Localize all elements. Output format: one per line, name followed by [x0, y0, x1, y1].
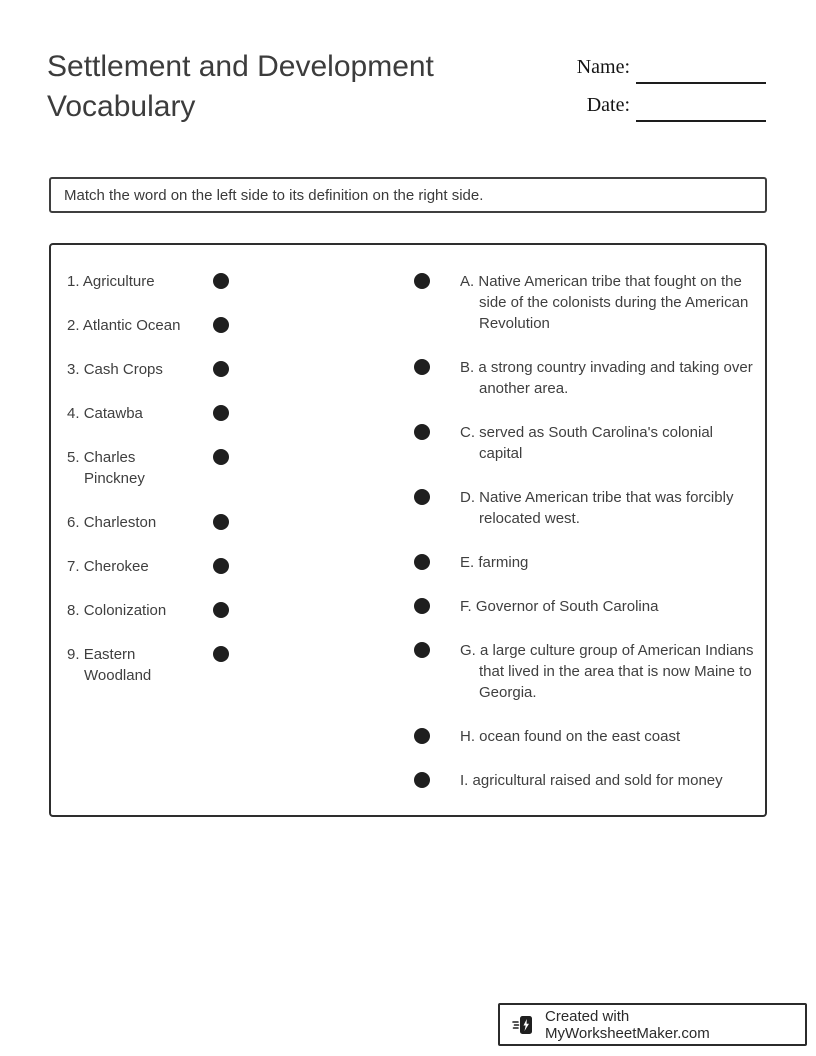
word-item-7 — [67, 556, 297, 577]
definition-item-c — [414, 422, 744, 464]
date-row — [500, 90, 766, 117]
word-item-1 — [67, 271, 297, 292]
word-label: 3. Cash Crops — [67, 361, 163, 378]
name-date-block — [500, 52, 766, 128]
definition-dot-b[interactable] — [414, 359, 430, 375]
word-dot-4[interactable] — [213, 405, 229, 421]
date-label: Date: — [586, 94, 630, 116]
definition-label: I. agricultural raised and sold for money — [460, 772, 723, 789]
word-label: 4. Catawba — [67, 405, 143, 422]
word-dot-8[interactable] — [213, 602, 229, 618]
word-item-9 — [67, 644, 297, 686]
word-label: 6. Charleston — [67, 514, 157, 531]
name-row — [500, 52, 766, 79]
definition-item-e — [414, 552, 744, 573]
definition-item-g — [414, 640, 754, 703]
word-label: 2. Atlantic Ocean — [67, 317, 181, 334]
definition-label: C. served as South Carolina's colonial capital — [460, 424, 713, 462]
definition-label: F. Governor of South Carolina — [460, 598, 659, 615]
definition-dot-d[interactable] — [414, 489, 430, 505]
definition-dot-a[interactable] — [414, 273, 430, 289]
instructions-text: Match the word on the left side to its definition on the right side. — [64, 186, 484, 204]
word-dot-5[interactable] — [213, 449, 229, 465]
credit-text: Created with MyWorksheetMaker.com — [545, 1007, 710, 1042]
definition-label: H. ocean found on the east coast — [460, 728, 681, 745]
word-item-4 — [67, 403, 297, 424]
definition-dot-g[interactable] — [414, 642, 430, 658]
definition-item-a — [414, 271, 749, 334]
definition-dot-c[interactable] — [414, 424, 430, 440]
definition-item-d — [414, 487, 744, 529]
name-blank-line — [636, 82, 766, 84]
definition-item-h — [414, 726, 744, 747]
word-dot-1[interactable] — [213, 273, 229, 289]
page-title: Settlement and Development Vocabulary — [47, 50, 434, 123]
word-label: 8. Colonization — [67, 602, 167, 619]
word-label: 5. Charles Pinckney — [67, 449, 145, 487]
definition-item-f — [414, 596, 744, 617]
definition-dot-f[interactable] — [414, 598, 430, 614]
word-label: 7. Cherokee — [67, 558, 149, 575]
definition-dot-i[interactable] — [414, 772, 430, 788]
definition-dot-h[interactable] — [414, 728, 430, 744]
word-dot-2[interactable] — [213, 317, 229, 333]
word-dot-3[interactable] — [213, 361, 229, 377]
definition-label: E. farming — [460, 554, 529, 571]
definition-item-b — [414, 357, 753, 399]
definition-dot-e[interactable] — [414, 554, 430, 570]
date-blank-line — [636, 120, 766, 122]
word-item-8 — [67, 600, 297, 621]
definition-label: G. a large culture group of American Indians that lived in the area that is now Maine to Georgia. — [460, 642, 754, 701]
word-item-3 — [67, 359, 297, 380]
definition-label: A. Native American tribe that fought on the side of the colonists during the American Revolution — [460, 273, 749, 332]
definition-label: D. Native American tribe that was forcibly relocated west. — [460, 489, 734, 527]
instructions-box — [49, 177, 767, 213]
worksheet-maker-logo-icon — [512, 1013, 536, 1037]
word-item-6 — [67, 512, 297, 533]
word-label: 9. Eastern Woodland — [67, 646, 152, 684]
credit-box — [498, 1003, 807, 1046]
word-item-2 — [67, 315, 297, 336]
word-dot-7[interactable] — [213, 558, 229, 574]
word-dot-9[interactable] — [213, 646, 229, 662]
name-label: Name: — [576, 56, 630, 78]
word-label: 1. Agriculture — [67, 273, 155, 290]
definition-label: B. a strong country invading and taking over another area. — [460, 359, 753, 397]
words-column — [67, 271, 297, 709]
word-item-5 — [67, 447, 297, 489]
matching-box — [49, 243, 767, 817]
word-dot-6[interactable] — [213, 514, 229, 530]
definitions-column — [414, 271, 754, 814]
definition-item-i — [414, 770, 744, 791]
